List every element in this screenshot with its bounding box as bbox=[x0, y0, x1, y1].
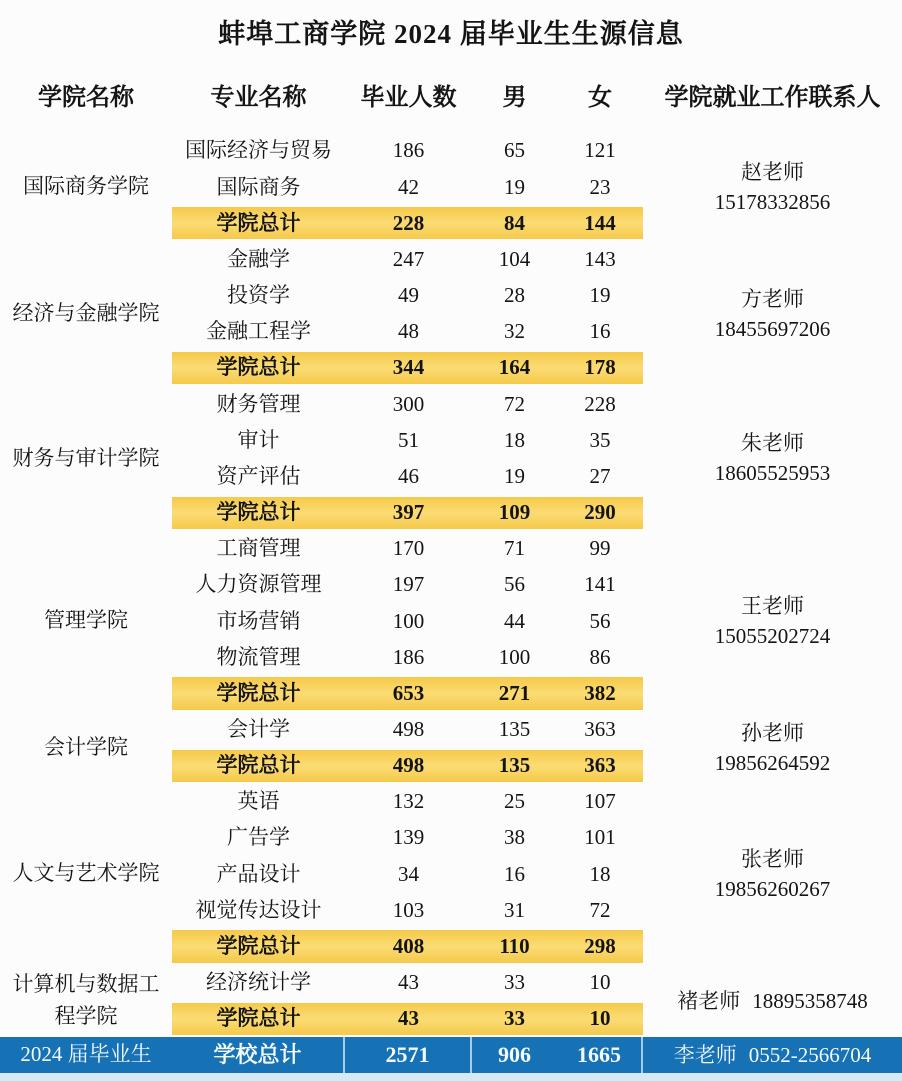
subtotal-label: 学院总计 bbox=[172, 497, 345, 529]
subtotal-male: 271 bbox=[472, 677, 557, 709]
contact-name: 朱老师 bbox=[741, 431, 804, 456]
major-name: 国际商务 bbox=[216, 174, 301, 199]
subtotal-female: 144 bbox=[557, 207, 643, 239]
college-section bbox=[0, 241, 902, 386]
college-contact bbox=[643, 531, 902, 712]
female-count: 228 bbox=[584, 391, 616, 416]
female-count: 27 bbox=[589, 463, 611, 488]
subtotal-graduates: 228 bbox=[345, 207, 472, 239]
college-section bbox=[0, 784, 902, 965]
footer-contact bbox=[643, 1037, 902, 1073]
contact-phone: 18605525953 bbox=[714, 461, 831, 486]
male-count: 18 bbox=[504, 427, 525, 452]
female-count: 86 bbox=[589, 644, 611, 669]
female-count: 143 bbox=[584, 246, 616, 271]
contact-phone: 15178332856 bbox=[714, 190, 831, 215]
graduate-count: 197 bbox=[392, 572, 425, 597]
subtotal-label: 学院总计 bbox=[172, 677, 345, 709]
subtotal-label: 学院总计 bbox=[172, 352, 345, 384]
contact-name: 赵老师 bbox=[741, 160, 804, 185]
subtotal-graduates: 397 bbox=[345, 497, 472, 529]
subtotal-male: 135 bbox=[472, 750, 557, 782]
graduate-count: 43 bbox=[398, 970, 419, 995]
college-name: 人文与艺术学院 bbox=[12, 861, 160, 886]
contact-phone: 19856260267 bbox=[714, 877, 831, 902]
subtotal-graduates: 653 bbox=[345, 677, 472, 709]
female-count: 72 bbox=[589, 897, 611, 922]
subtotal-female: 290 bbox=[557, 497, 643, 529]
footer-cohort-label: 2024 届毕业生 bbox=[20, 1042, 152, 1067]
college-section bbox=[0, 133, 902, 241]
header-major-name: 专业名称 bbox=[210, 84, 307, 111]
female-count: 107 bbox=[584, 789, 616, 814]
subtotal-female: 298 bbox=[557, 930, 643, 962]
college-section bbox=[0, 965, 902, 1037]
major-name: 会计学 bbox=[227, 716, 290, 741]
subtotal-female: 382 bbox=[557, 677, 643, 709]
graduate-count: 186 bbox=[392, 644, 425, 669]
male-count: 19 bbox=[504, 463, 525, 488]
graduate-count: 34 bbox=[398, 861, 419, 886]
footer-male-total: 906 bbox=[498, 1041, 531, 1067]
college-section bbox=[0, 386, 902, 531]
male-count: 28 bbox=[504, 283, 525, 308]
major-name: 审计 bbox=[237, 427, 280, 452]
college-contact bbox=[643, 241, 902, 386]
female-count: 101 bbox=[584, 825, 616, 850]
subtotal-label: 学院总计 bbox=[172, 207, 345, 239]
footer-total-label: 学校总计 bbox=[172, 1037, 345, 1073]
subtotal-female: 178 bbox=[557, 352, 643, 384]
header-contact: 学院就业工作联系人 bbox=[664, 84, 881, 111]
graduate-count: 247 bbox=[392, 246, 425, 271]
male-count: 65 bbox=[504, 138, 525, 163]
graduate-count: 103 bbox=[392, 897, 425, 922]
college-contact bbox=[643, 133, 902, 241]
female-count: 56 bbox=[589, 608, 611, 633]
college-name: 国际商务学院 bbox=[23, 174, 149, 199]
subtotal-male: 164 bbox=[472, 352, 557, 384]
college-section bbox=[0, 531, 902, 712]
bottom-strip bbox=[0, 1073, 902, 1081]
contact-name: 方老师 bbox=[741, 286, 804, 311]
college-name: 经济与金融学院 bbox=[12, 301, 160, 326]
college-section bbox=[0, 712, 902, 784]
female-count: 35 bbox=[589, 427, 611, 452]
female-count: 19 bbox=[589, 283, 611, 308]
major-name: 经济统计学 bbox=[206, 970, 311, 995]
major-name: 英语 bbox=[237, 789, 280, 814]
graduate-count: 46 bbox=[398, 463, 419, 488]
header-graduate-count: 毕业人数 bbox=[360, 84, 457, 111]
female-count: 99 bbox=[589, 536, 611, 561]
school-total-row bbox=[0, 1037, 902, 1073]
male-count: 56 bbox=[504, 572, 525, 597]
subtotal-graduates: 408 bbox=[345, 930, 472, 962]
male-count: 104 bbox=[498, 246, 531, 271]
footer-contact-phone: 0552-2566704 bbox=[748, 1042, 872, 1067]
male-count: 31 bbox=[504, 897, 525, 922]
header-college-name: 学院名称 bbox=[38, 84, 134, 111]
contact-phone: 18455697206 bbox=[714, 316, 831, 341]
graduate-count: 186 bbox=[392, 138, 425, 163]
female-count: 16 bbox=[589, 319, 611, 344]
graduate-count: 51 bbox=[398, 427, 419, 452]
subtotal-male: 84 bbox=[472, 207, 557, 239]
male-count: 33 bbox=[504, 970, 525, 995]
college-contact bbox=[643, 386, 902, 531]
header-female: 女 bbox=[588, 84, 612, 111]
subtotal-female: 10 bbox=[557, 1003, 643, 1035]
subtotal-label: 学院总计 bbox=[172, 750, 345, 782]
major-name: 财务管理 bbox=[216, 391, 301, 416]
female-count: 121 bbox=[584, 138, 616, 163]
contact-name: 褚老师 bbox=[677, 988, 741, 1013]
major-name: 金融工程学 bbox=[206, 319, 311, 344]
male-count: 72 bbox=[504, 391, 525, 416]
contact-name: 张老师 bbox=[741, 847, 804, 872]
major-name: 视觉传达设计 bbox=[195, 897, 322, 922]
contact-phone: 19856264592 bbox=[714, 750, 831, 775]
major-name: 市场营销 bbox=[216, 608, 301, 633]
major-name: 产品设计 bbox=[216, 861, 301, 886]
female-count: 10 bbox=[589, 970, 611, 995]
major-name: 国际经济与贸易 bbox=[185, 138, 332, 163]
college-name: 计算机与数据工程学院 bbox=[12, 972, 160, 1028]
subtotal-label: 学院总计 bbox=[172, 1003, 345, 1035]
female-count: 363 bbox=[584, 716, 616, 741]
major-name: 投资学 bbox=[227, 283, 290, 308]
college-contact bbox=[643, 965, 902, 1037]
subtotal-graduates: 43 bbox=[345, 1003, 472, 1035]
subtotal-graduates: 498 bbox=[345, 750, 472, 782]
table-body bbox=[0, 133, 902, 1037]
subtotal-male: 109 bbox=[472, 497, 557, 529]
male-count: 71 bbox=[504, 536, 525, 561]
major-name: 广告学 bbox=[227, 825, 290, 850]
footer-contact-name: 李老师 bbox=[673, 1042, 737, 1067]
major-name: 人力资源管理 bbox=[195, 572, 322, 597]
subtotal-male: 33 bbox=[472, 1003, 557, 1035]
college-name: 财务与审计学院 bbox=[12, 445, 160, 470]
graduate-count: 139 bbox=[392, 825, 425, 850]
major-name: 工商管理 bbox=[216, 536, 301, 561]
graduate-count: 100 bbox=[392, 608, 425, 633]
male-count: 135 bbox=[498, 716, 531, 741]
male-count: 25 bbox=[504, 789, 525, 814]
college-name: 管理学院 bbox=[44, 608, 128, 633]
female-count: 23 bbox=[589, 174, 611, 199]
major-name: 金融学 bbox=[227, 246, 290, 271]
major-name: 物流管理 bbox=[216, 644, 301, 669]
table-header bbox=[0, 63, 902, 133]
graduate-count: 498 bbox=[392, 716, 425, 741]
graduate-count: 49 bbox=[398, 283, 419, 308]
male-count: 44 bbox=[504, 608, 525, 633]
contact-phone: 18895358748 bbox=[752, 988, 868, 1013]
major-name: 资产评估 bbox=[216, 463, 301, 488]
graduate-count: 170 bbox=[392, 536, 425, 561]
subtotal-male: 110 bbox=[472, 930, 557, 962]
college-contact bbox=[643, 712, 902, 784]
footer-graduate-total: 2571 bbox=[345, 1037, 472, 1073]
female-count: 18 bbox=[589, 861, 611, 886]
male-count: 100 bbox=[498, 644, 531, 669]
graduate-count: 132 bbox=[392, 789, 425, 814]
contact-name: 王老师 bbox=[741, 594, 804, 619]
graduate-count: 48 bbox=[398, 319, 419, 344]
female-count: 141 bbox=[584, 572, 616, 597]
subtotal-label: 学院总计 bbox=[172, 930, 345, 962]
male-count: 16 bbox=[504, 861, 525, 886]
subtotal-graduates: 344 bbox=[345, 352, 472, 384]
graduate-count: 42 bbox=[398, 174, 419, 199]
header-male: 男 bbox=[502, 84, 527, 111]
male-count: 19 bbox=[504, 174, 525, 199]
graduate-count: 300 bbox=[392, 391, 425, 416]
page-title: 蚌埠工商学院 2024 届毕业生生源信息 bbox=[218, 19, 684, 49]
male-count: 38 bbox=[504, 825, 525, 850]
college-name: 会计学院 bbox=[44, 734, 128, 759]
footer-female-total: 1665 bbox=[557, 1037, 643, 1073]
male-count: 32 bbox=[504, 319, 525, 344]
college-contact bbox=[643, 784, 902, 965]
subtotal-female: 363 bbox=[557, 750, 643, 782]
contact-phone: 15055202724 bbox=[714, 624, 831, 649]
contact-name: 孙老师 bbox=[741, 720, 804, 745]
